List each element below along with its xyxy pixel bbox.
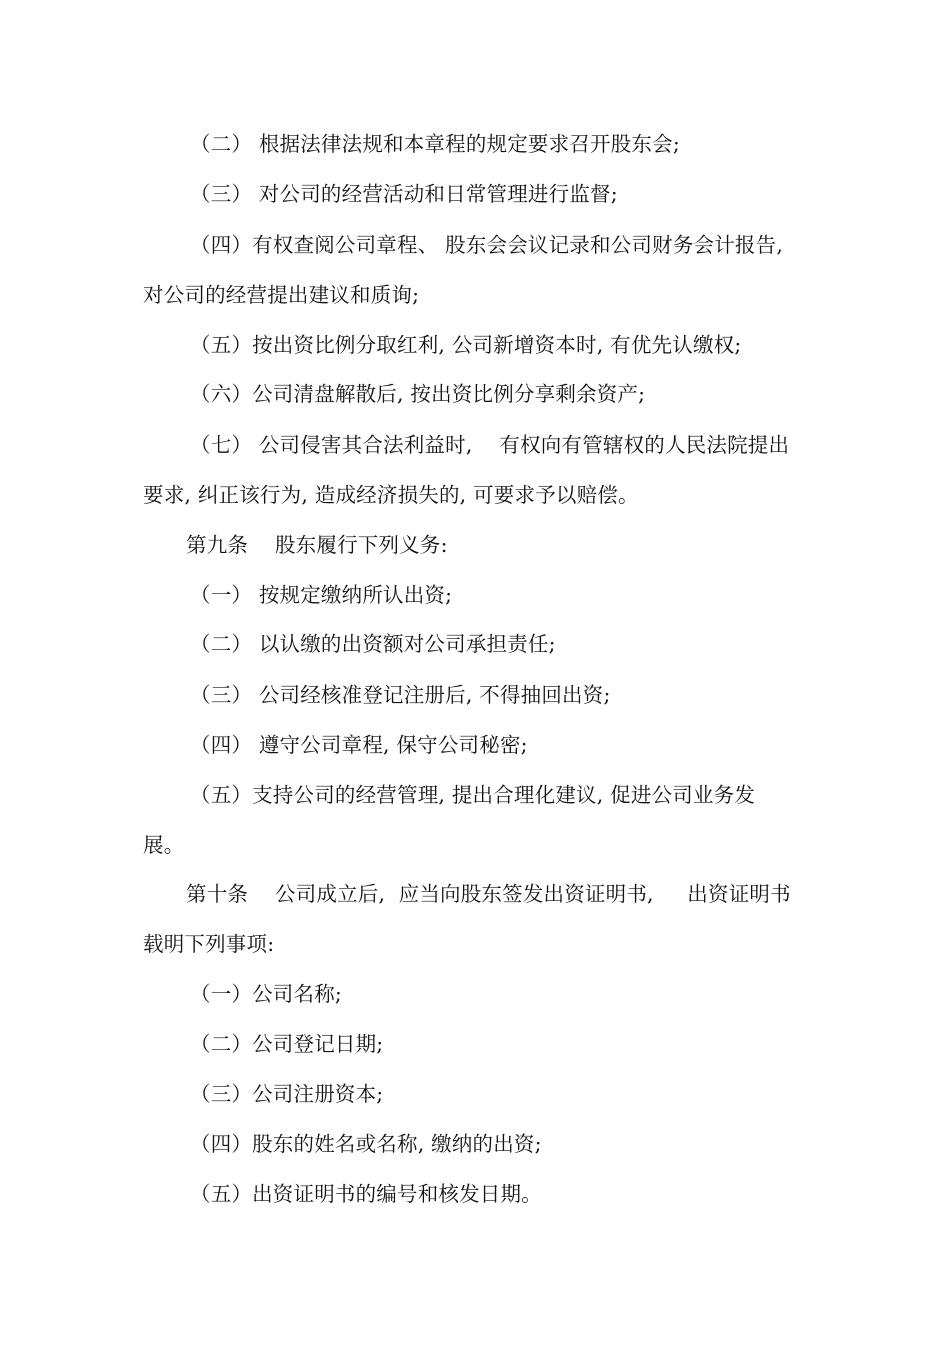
text-line: （五）按出资比例分取红利, 公司新增资本时, 有优先认缴权; bbox=[190, 333, 742, 357]
text-line: （二） 根据法律法规和本章程的规定要求召开股东会; bbox=[190, 132, 680, 156]
text-line: （一）公司名称; bbox=[190, 982, 343, 1006]
text-line: （三） 公司经核准登记注册后, 不得抽回出资; bbox=[190, 683, 611, 707]
text-line: （三）公司注册资本; bbox=[190, 1082, 384, 1106]
article-heading: 第十条 公司成立后, 应当向股东签发出资证明书, 出资证明书 bbox=[186, 882, 791, 906]
text-line: （二）公司登记日期; bbox=[190, 1032, 384, 1056]
text-line: 对公司的经营提出建议和质询; bbox=[143, 283, 420, 307]
text-line: （七） 公司侵害其合法利益时, 有权向有管辖权的人民法院提出 bbox=[190, 433, 790, 457]
text-line: （一） 按规定缴纳所认出资; bbox=[190, 583, 453, 607]
text-line: （四）有权查阅公司章程、 股东会会议记录和公司财务会计报告, bbox=[190, 233, 784, 257]
text-line: 载明下列事项: bbox=[143, 932, 275, 956]
text-line: （六）公司清盘解散后, 按出资比例分享剩余资产; bbox=[190, 382, 646, 406]
text-line: （二） 以认缴的出资额对公司承担责任; bbox=[190, 632, 556, 656]
text-line: 展。 bbox=[143, 833, 185, 857]
text-line: （四） 遵守公司章程, 保守公司秘密; bbox=[190, 733, 528, 757]
text-line: （四）股东的姓名或名称, 缴纳的出资; bbox=[190, 1132, 542, 1156]
text-line: （三） 对公司的经营活动和日常管理进行监督; bbox=[190, 182, 618, 206]
text-line: （五）出资证明书的编号和核发日期。 bbox=[190, 1182, 542, 1206]
text-line: （五）支持公司的经营管理, 提出合理化建议, 促进公司业务发 bbox=[190, 783, 756, 807]
text-line: 要求, 纠正该行为, 造成经济损失的, 可要求予以赔偿。 bbox=[143, 483, 639, 507]
article-heading: 第九条 股东履行下列义务: bbox=[186, 533, 448, 557]
